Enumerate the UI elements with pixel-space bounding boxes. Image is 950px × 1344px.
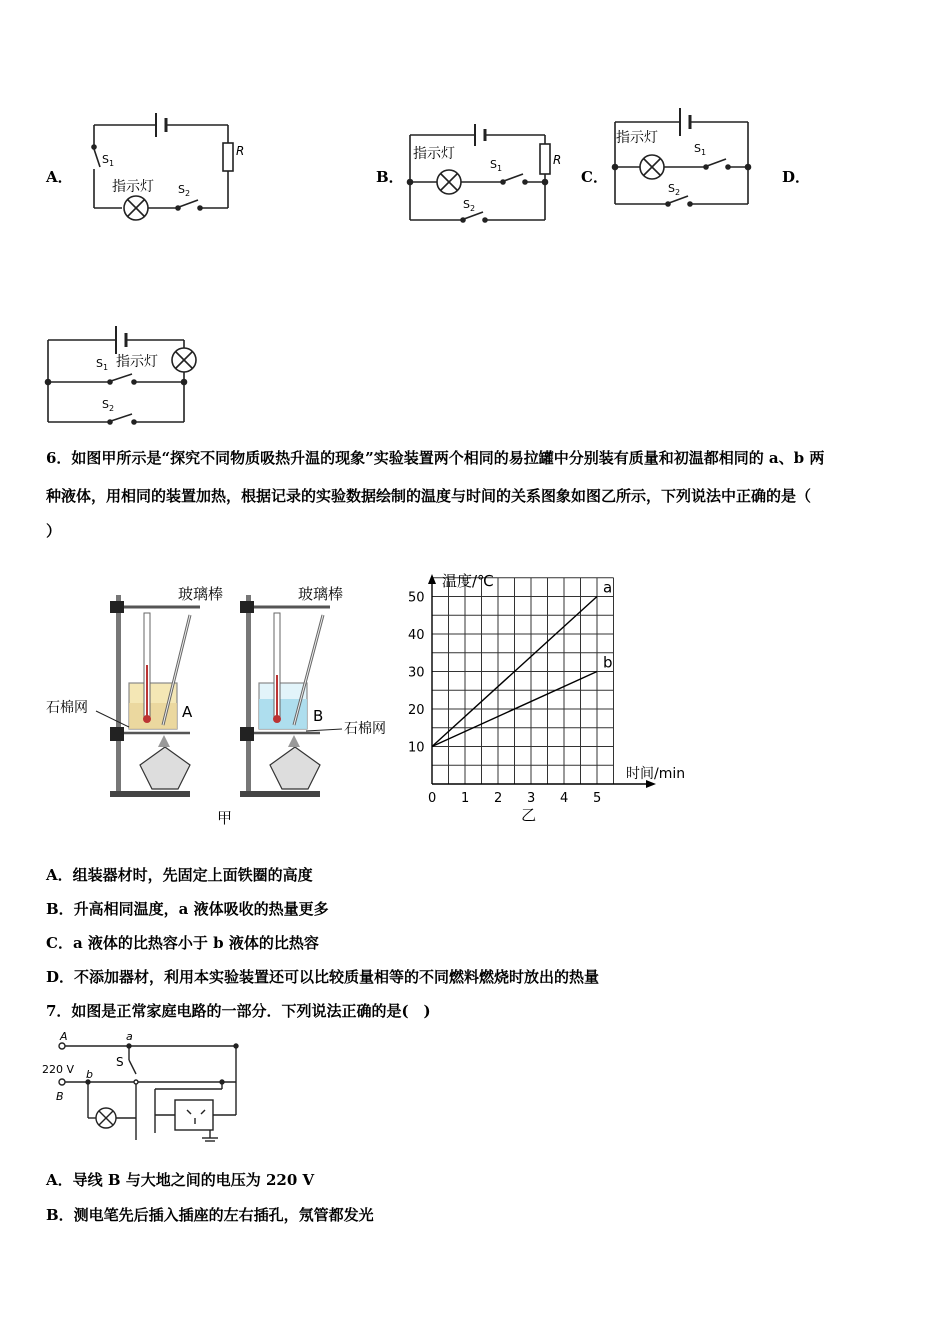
x-tick-label: 1	[461, 791, 470, 806]
svg-text:S2: $S_2$	[463, 198, 476, 213]
y-tick-label: 50	[408, 590, 425, 606]
svg-text:指示灯: 指示灯	[413, 146, 455, 162]
y-axis-label: 温度/℃	[442, 572, 494, 590]
resistor-icon	[540, 144, 550, 174]
y-axis-arrow	[428, 574, 436, 584]
option-c-label: C．	[581, 168, 608, 186]
chart-grid	[432, 578, 614, 784]
q6-option-c: C．a 液体的比热容小于 b 液体的比热容	[46, 934, 319, 952]
net-label-a: 石棉网	[46, 700, 88, 716]
series-label-b: b	[603, 653, 613, 672]
beaker-b-label: B	[313, 707, 324, 725]
svg-text:S1: $S_1$	[694, 142, 707, 157]
label-b-wire: B	[56, 1090, 64, 1103]
svg-text:S2: $S_2$	[178, 183, 191, 198]
switch-s2-icon	[111, 414, 132, 421]
resistor-icon	[223, 143, 233, 171]
svg-text:S2: $S_2$	[102, 398, 115, 413]
q6-stem-line-3: ）	[46, 522, 62, 540]
q7-stem: 7．如图是正常家庭电路的一部分．下列说法正确的是( )	[46, 1002, 431, 1020]
lamp-label: 指示灯	[112, 179, 154, 195]
beaker-a-label: A	[182, 703, 193, 721]
x-tick-label: 0	[428, 791, 437, 806]
circuit-diagram-a	[80, 105, 250, 230]
svg-text:指示灯: 指示灯	[116, 354, 158, 370]
temperature-time-chart	[400, 562, 720, 827]
series-label-a: a	[603, 578, 613, 597]
switch-s1-icon	[504, 174, 523, 181]
circuit-diagram-b	[405, 120, 565, 225]
switch-s1-icon	[707, 159, 726, 166]
option-a-label: A．	[46, 168, 73, 186]
label-switch-s: S	[116, 1055, 124, 1069]
stand-rod-a	[116, 595, 121, 791]
x-tick-label: 4	[560, 791, 569, 806]
svg-text:S1: $S_1$	[96, 357, 109, 372]
q7-option-b: B．测电笔先后插入插座的左右插孔，氖管都发光	[46, 1206, 374, 1224]
switch-s2-icon	[179, 200, 198, 207]
x-tick-label: 5	[593, 791, 602, 806]
net-label-b: 石棉网	[344, 721, 386, 737]
svg-text:R: R	[236, 144, 245, 158]
option-d-label: D．	[782, 168, 811, 186]
stand-base-a	[110, 791, 190, 797]
y-tick-label: 40	[408, 628, 425, 643]
circuit-diagram-d	[42, 320, 202, 430]
x-axis-label: 时间/min	[626, 766, 686, 782]
burner-a	[140, 747, 190, 789]
chart-axes	[428, 574, 656, 788]
rod-label-b: 玻璃棒	[298, 585, 344, 603]
q6-option-a: A．组装器材时，先固定上面铁圈的高度	[46, 866, 313, 884]
option-b-label: B．	[376, 168, 404, 186]
switch-s2-icon	[464, 212, 483, 219]
svg-text:R: R	[553, 153, 562, 167]
svg-text:S1: $S_1$	[102, 153, 115, 168]
label-220v: 220 V	[42, 1063, 75, 1076]
q6-stem-line-2: 种液体，用相同的装置加热，根据记录的实验数据绘制的温度与时间的关系图象如图乙所示，下列说法中正确的是（	[46, 487, 812, 505]
household-circuit-diagram	[40, 1028, 250, 1143]
burner-b	[270, 747, 320, 789]
switch-s1-icon	[111, 374, 132, 381]
switch-s1-icon	[94, 149, 100, 167]
chart-title-label: 乙	[521, 806, 537, 824]
stand-base-b	[240, 791, 320, 797]
q6-option-b: B．升高相同温度，a 液体吸收的热量更多	[46, 900, 329, 918]
y-tick-label: 10	[408, 740, 425, 756]
figure-jia-label: 甲	[217, 809, 233, 827]
x-tick-label: 3	[527, 791, 536, 806]
svg-text:指示灯: 指示灯	[616, 130, 658, 146]
rod-label-a: 玻璃棒	[178, 585, 224, 603]
svg-text:S1: $S_1$	[490, 158, 503, 173]
stand-rod-b	[246, 595, 251, 791]
y-tick-label: 20	[408, 703, 425, 718]
q7-option-a: A．导线 B 与大地之间的电压为 220 V	[46, 1171, 315, 1189]
label-node-a: a	[126, 1030, 133, 1043]
apparatus-figure	[40, 575, 400, 830]
chart-labels	[408, 572, 685, 824]
q6-option-d: D．不添加器材，利用本实验装置还可以比较质量相等的不同燃料燃烧时放出的热量	[46, 968, 600, 986]
circuit-diagram-c	[610, 100, 760, 210]
switch-s-icon	[129, 1060, 136, 1074]
label-node-b: b	[86, 1068, 93, 1081]
socket-icon	[175, 1100, 213, 1130]
switch-s2-icon	[669, 196, 688, 203]
y-tick-label: 30	[408, 665, 425, 681]
label-a-wire: A	[60, 1030, 68, 1043]
q6-stem-line-1: 6．如图甲所示是“探究不同物质吸热升温的现象”实验装置两个相同的易拉罐中分别装有质量和初温都相同的 a、b 两	[46, 449, 825, 467]
x-tick-label: 2	[494, 791, 503, 806]
svg-text:S2: $S_2$	[668, 182, 681, 197]
